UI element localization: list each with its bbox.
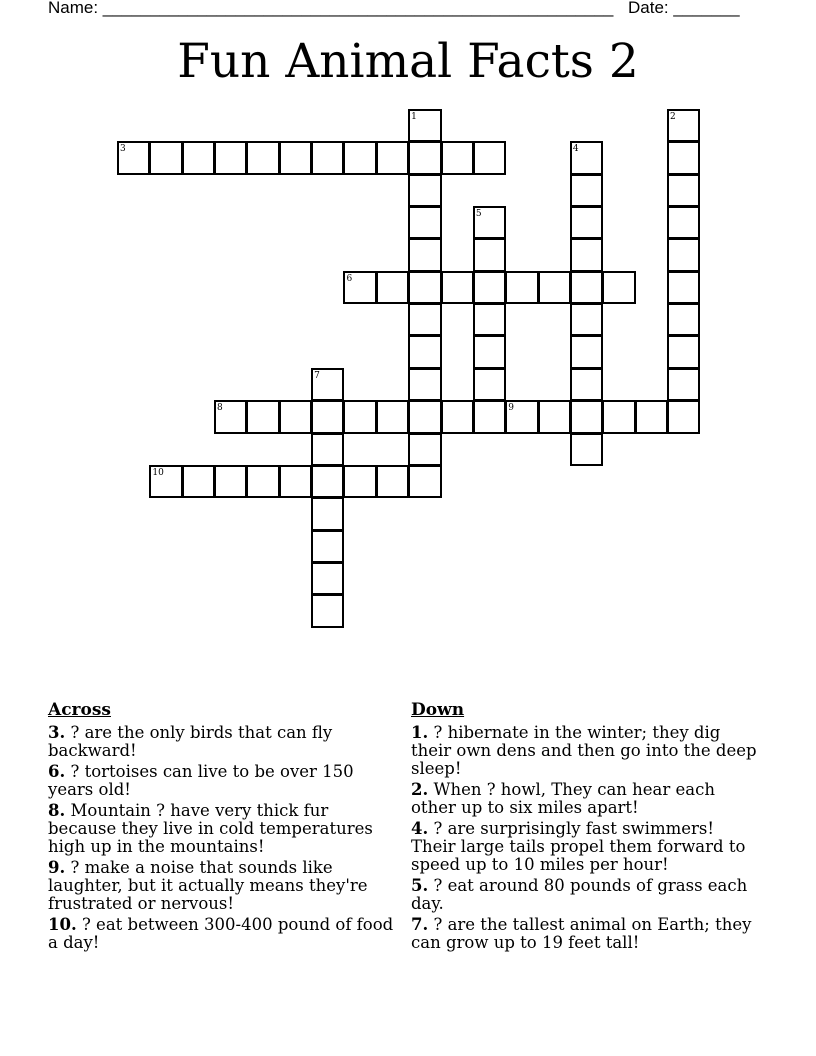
clue-down-1: 1. ? hibernate in the winter; they dig their own dens and then go into the deep sleep! bbox=[411, 723, 757, 778]
clue-down-2: 2. When ? howl, They can hear each other up to six miles apart! bbox=[411, 780, 715, 817]
grid-cell[interactable] bbox=[570, 368, 603, 401]
grid-cell[interactable] bbox=[408, 368, 441, 401]
grid-cell[interactable] bbox=[311, 465, 344, 498]
grid-cell[interactable] bbox=[408, 141, 441, 174]
grid-cell[interactable] bbox=[441, 400, 474, 433]
grid-cell[interactable] bbox=[279, 465, 312, 498]
grid-cell[interactable] bbox=[311, 433, 344, 466]
grid-cell[interactable] bbox=[214, 465, 247, 498]
clue-across-3: 3. ? are the only birds that can fly backward! bbox=[48, 723, 333, 760]
grid-cell[interactable] bbox=[311, 400, 344, 433]
grid-cell[interactable] bbox=[182, 465, 215, 498]
grid-cell[interactable] bbox=[311, 141, 344, 174]
clue-number-10: 10 bbox=[152, 467, 164, 478]
clue-across-8: 8. Mountain ? have very thick fur because they live in cold temperatures high up in the mountains! bbox=[48, 801, 373, 856]
clue-across-6: 6. ? tortoises can live to be over 150 years old! bbox=[48, 762, 354, 799]
grid-cell[interactable] bbox=[376, 400, 409, 433]
grid-cell[interactable] bbox=[505, 271, 538, 304]
clue-number-2: 2 bbox=[669, 112, 676, 122]
grid-cell[interactable] bbox=[408, 400, 441, 433]
grid-cell[interactable] bbox=[408, 238, 441, 271]
grid-cell[interactable] bbox=[473, 368, 506, 401]
grid-cell[interactable] bbox=[311, 562, 344, 595]
across-clues bbox=[48, 700, 398, 955]
grid-cell[interactable] bbox=[149, 141, 182, 174]
grid-cell[interactable] bbox=[279, 400, 312, 433]
grid-cell[interactable] bbox=[667, 335, 700, 368]
clue-down-5: 5. ? eat around 80 pounds of grass each day. bbox=[411, 876, 748, 913]
grid-cell[interactable] bbox=[246, 141, 279, 174]
grid-cell[interactable] bbox=[311, 530, 344, 563]
page-title: Fun Animal Facts 2 bbox=[177, 34, 639, 89]
grid-cell[interactable] bbox=[246, 400, 279, 433]
grid-cell[interactable] bbox=[538, 400, 571, 433]
clue-across-9: 9. ? make a noise that sounds like laughter, but it actually means they're frustrated or nervous! bbox=[48, 858, 368, 913]
grid-cell[interactable] bbox=[602, 271, 635, 304]
clue-across-10: 10. ? eat between 300-400 pound of food a day! bbox=[48, 915, 394, 952]
clue-number-7: 7 bbox=[314, 370, 320, 381]
grid-cell[interactable] bbox=[667, 400, 700, 433]
grid-cell[interactable] bbox=[376, 141, 409, 174]
grid-cell[interactable] bbox=[538, 271, 571, 304]
grid-cell[interactable] bbox=[408, 433, 441, 466]
grid-cell[interactable] bbox=[473, 238, 506, 271]
grid-cell[interactable] bbox=[570, 303, 603, 336]
grid-cell[interactable] bbox=[376, 465, 409, 498]
grid-cell[interactable] bbox=[570, 206, 603, 239]
clue-number-3: 3 bbox=[120, 144, 126, 155]
grid-cell[interactable] bbox=[343, 465, 376, 498]
grid-cell[interactable] bbox=[667, 303, 700, 336]
grid-cell[interactable] bbox=[570, 335, 603, 368]
grid-cell[interactable] bbox=[667, 206, 700, 239]
grid-cell[interactable] bbox=[279, 141, 312, 174]
grid-cell[interactable] bbox=[408, 206, 441, 239]
grid-cell[interactable] bbox=[473, 303, 506, 336]
grid-cell[interactable] bbox=[667, 141, 700, 174]
grid-cell[interactable] bbox=[667, 238, 700, 271]
grid-cell[interactable] bbox=[667, 368, 700, 401]
clue-number-4: 4 bbox=[572, 144, 579, 155]
clue-number-8: 8 bbox=[217, 403, 223, 414]
grid-cell[interactable] bbox=[246, 465, 279, 498]
grid-cell[interactable] bbox=[408, 335, 441, 368]
down-clues bbox=[411, 700, 761, 955]
across-heading: Across bbox=[48, 700, 111, 720]
grid-cell[interactable] bbox=[473, 335, 506, 368]
clue-down-7: 7. ? are the tallest animal on Earth; they can grow up to 19 feet tall! bbox=[411, 915, 752, 952]
grid-cell[interactable] bbox=[602, 400, 635, 433]
grid-cell[interactable] bbox=[376, 271, 409, 304]
clue-number-9: 9 bbox=[508, 403, 514, 414]
date-field-label: Date: _______ bbox=[628, 0, 740, 17]
grid-cell[interactable] bbox=[570, 400, 603, 433]
clue-number-1: 1 bbox=[411, 112, 417, 122]
grid-cell[interactable] bbox=[311, 497, 344, 530]
grid-cell[interactable] bbox=[570, 238, 603, 271]
grid-cell[interactable] bbox=[311, 594, 344, 627]
grid-cell[interactable] bbox=[570, 433, 603, 466]
grid-cell[interactable] bbox=[343, 141, 376, 174]
name-field-label: Name: ______________________________________________________ bbox=[48, 0, 614, 17]
grid-cell[interactable] bbox=[408, 303, 441, 336]
grid-cell[interactable] bbox=[343, 400, 376, 433]
clue-down-4: 4. ? are surprisingly fast swimmers! Their large tails propel them forward to speed up to 10 miles per hour! bbox=[411, 819, 746, 874]
grid-cell[interactable] bbox=[182, 141, 215, 174]
clue-number-6: 6 bbox=[346, 273, 353, 284]
grid-cell[interactable] bbox=[408, 271, 441, 304]
grid-cell[interactable] bbox=[473, 141, 506, 174]
grid-cell[interactable] bbox=[473, 400, 506, 433]
grid-cell[interactable] bbox=[570, 174, 603, 207]
grid-cell[interactable] bbox=[214, 141, 247, 174]
grid-cell[interactable] bbox=[667, 174, 700, 207]
grid-cell[interactable] bbox=[408, 174, 441, 207]
grid-cell[interactable] bbox=[441, 271, 474, 304]
grid-cell[interactable] bbox=[473, 271, 506, 304]
grid-cell[interactable] bbox=[408, 465, 441, 498]
grid-cell[interactable] bbox=[441, 141, 474, 174]
down-heading: Down bbox=[411, 700, 465, 720]
clue-number-5: 5 bbox=[475, 209, 482, 220]
grid-cell[interactable] bbox=[667, 271, 700, 304]
grid-cell[interactable] bbox=[570, 271, 603, 304]
grid-cell[interactable] bbox=[635, 400, 668, 433]
